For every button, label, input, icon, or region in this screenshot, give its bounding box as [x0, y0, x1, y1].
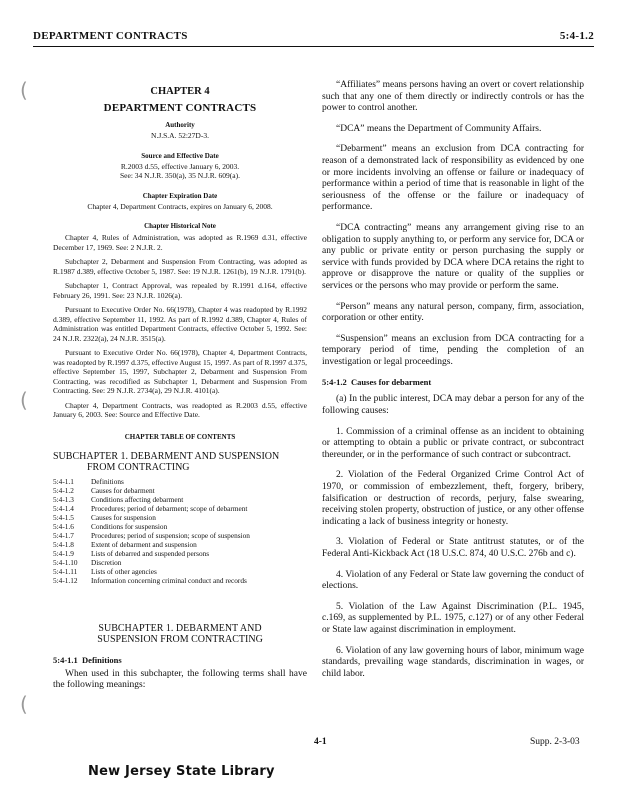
- subchapter-title: SUBCHAPTER 1. DEBARMENT AND SUSPENSION FROM CONTRACTING: [97, 622, 263, 645]
- toc-entry[interactable]: 5:4-1.1 Definitions: [53, 476, 124, 486]
- left-column: [53, 76, 307, 692]
- binding-hole-mark: (: [20, 388, 28, 412]
- right-column: [322, 80, 584, 689]
- chapter-number: CHAPTER 4: [150, 86, 210, 97]
- history-heading: Chapter Historical Note: [144, 222, 216, 230]
- definition-entry: “DCA” means the Department of Community Affairs.: [336, 123, 542, 134]
- header-title: DEPARTMENT CONTRACTS: [33, 30, 188, 42]
- header-rule: [33, 46, 594, 47]
- cause-item: 3. Violation of Federal or State antitrust statutes, or of the Federal Anti-Kickback Act (18 U.S.C. 874, 40 U.S.C. 276b and c).: [322, 537, 584, 559]
- binding-hole-mark: (: [20, 78, 28, 102]
- history-note: Chapter 4, Department Contracts, was readopted as R.2003 d.55, effective January 6, 2003. See: Source and Effective Date.: [53, 400, 307, 419]
- section-intro: (a) In the public interest, DCA may debar a person for any of the following causes:: [322, 394, 584, 417]
- supplement-date: Supp. 2-3-03: [530, 737, 580, 747]
- toc-entry[interactable]: 5:4-1.10 Discretion: [53, 557, 122, 567]
- definitions-intro: When used in this subchapter, the following terms shall have the following meanings:: [53, 668, 307, 690]
- toc-subchapter-title: SUBCHAPTER 1. DEBARMENT AND SUSPENSION FROM CONTRACTING: [53, 450, 280, 473]
- toc-entry[interactable]: 5:4-1.9 Lists of debarred and suspended persons: [53, 548, 210, 558]
- definition-entry: “Debarment” means an exclusion from DCA contracting for reason of a demonstrated lack of responsibility as evidenced by one or more incidents involving an offense or failure or inadequacy of performance within a period of time that is reasonable in light of the seriousness of the offense or the failure or inadequacy of performance.: [322, 144, 584, 213]
- page-number: 4-1: [314, 737, 327, 747]
- definition-entry: “DCA contracting” means any arrangement giving rise to an obligation to supply anything to, or perform any service for, DCA or any public or private entity or person purchasing the supply or service with funds provided by DCA where DCA retains the right to approve or disapprove the nature or quality of the supplies or services or the persons who may provide or perform the same.: [322, 222, 584, 291]
- source-line: R.2003 d.55, effective January 6, 2003.: [120, 161, 240, 171]
- history-note: Subchapter 1, Contract Approval, was repealed by R.1991 d.164, effective February 26, 1991. See: 23 N.J.R. 1026(a).: [53, 281, 307, 300]
- history-note: Subchapter 2, Debarment and Suspension From Contracting, was adopted as R.1987 d.389, effective October 5, 1987. See: 19 N.J.R. 1261(b), 19 N.J.R. 1791(b).: [53, 257, 307, 276]
- cause-item: 2. Violation of the Federal Organized Crime Control Act of 1970, or commission of embezzlement, theft, forgery, bribery, falsification or destruction of records, perjury, false swearing, receiving stolen property, obstruction of justice, or any other offense indicating a lack of business integrity or honesty.: [322, 470, 584, 527]
- toc-list: [53, 477, 307, 585]
- toc-heading: CHAPTER TABLE OF CONTENTS: [124, 432, 236, 441]
- definitions-heading: 5:4-1.1 Definitions: [53, 654, 122, 665]
- toc-entry[interactable]: 5:4-1.12 Information concerning criminal conduct and records: [53, 575, 247, 585]
- cause-item: 4. Violation of any Federal or State law governing the conduct of elections.: [322, 569, 584, 592]
- definition-entry: “Affiliates” means persons having an overt or covert relationship such that any one of them directly or indirectly controls or has the power to control another.: [322, 80, 584, 114]
- toc-entry[interactable]: 5:4-1.3 Conditions affecting debarment: [53, 494, 184, 504]
- cause-item: 1. Commission of a criminal offense as an incident to obtaining or attempting to obtain a public or private contract, or subcontract thereunder, or in the performance of such contract or subcontract.: [322, 426, 584, 460]
- toc-entry[interactable]: 5:4-1.5 Causes for suspension: [53, 512, 156, 522]
- running-header: [33, 30, 594, 44]
- toc-entry[interactable]: 5:4-1.11 Lists of other agencies: [53, 566, 157, 576]
- cause-item: 6. Violation of any law governing hours of labor, minimum wage standards, prevailing wage standards, discrimination in wages, or child labor.: [322, 645, 584, 679]
- authority-text: N.J.S.A. 52:27D-3.: [151, 131, 209, 140]
- history-note: Pursuant to Executive Order No. 66(1978), Chapter 4, Department Contracts, was readopted by R.1997 d.375, effective August 15, 1997. As part of R.1997 d.375, effective September 15, 1997, Subchapter 2, Debarment and Suspension From Contracting, was recodified as Subchapter 1, Debarment and Suspension From Contracting. See: 29 N.J.R. 2734(a), 29 N.J.R. 4101(a).: [53, 348, 307, 395]
- authority-heading: Authority: [165, 121, 195, 129]
- toc-entry[interactable]: 5:4-1.6 Conditions for suspension: [53, 521, 168, 531]
- cause-item: 5. Violation of the Law Against Discrimination (P.L. 1945, c.169, as supplemented by P.L. 1975, c.127) or of any other Federal or State law against discrimination in employment.: [322, 601, 584, 635]
- section-heading: 5:4-1.2 Causes for debarment: [322, 377, 432, 388]
- toc-entry[interactable]: 5:4-1.2 Causes for debarment: [53, 485, 155, 495]
- binding-hole-mark: (: [20, 692, 28, 716]
- history-note: Pursuant to Executive Order No. 66(1978), Chapter 4 was readopted by R.1992 d.389, effective September 11, 1992. As part of R.1992 d.389, Chapter 4, Rules of Administration was entitled Department Contracts, effective October 5, 1992. See: 24 N.J.R. 2322(a), 24 N.J.R. 3515(a).: [53, 305, 307, 343]
- definition-entry: “Suspension” means an exclusion from DCA contracting for a temporary period of time, pending the completion of an investigation or legal proceedings.: [322, 333, 584, 367]
- library-watermark: New Jersey State Library: [88, 764, 275, 779]
- chapter-title: DEPARTMENT CONTRACTS: [103, 102, 257, 114]
- toc-entry[interactable]: 5:4-1.4 Procedures; period of debarment; scope of debarment: [53, 503, 248, 513]
- source-line: See: 34 N.J.R. 350(a), 35 N.J.R. 609(a).: [120, 171, 240, 180]
- toc-entry[interactable]: 5:4-1.8 Extent of debarment and suspension: [53, 539, 197, 549]
- expiration-text: Chapter 4, Department Contracts, expires on January 6, 2008.: [87, 201, 273, 211]
- definition-entry: “Person” means any natural person, company, firm, association, corporation or other entity.: [322, 301, 584, 324]
- expiration-heading: Chapter Expiration Date: [142, 191, 218, 200]
- history-note: Chapter 4, Rules of Administration, was adopted as R.1969 d.31, effective December 17, 1969. See: 2 N.J.R. 2.: [53, 233, 307, 252]
- toc-entry[interactable]: 5:4-1.7 Procedures; period of suspension; scope of suspension: [53, 530, 250, 540]
- header-section: 5:4-1.2: [559, 30, 594, 42]
- source-heading: Source and Effective Date: [141, 151, 219, 160]
